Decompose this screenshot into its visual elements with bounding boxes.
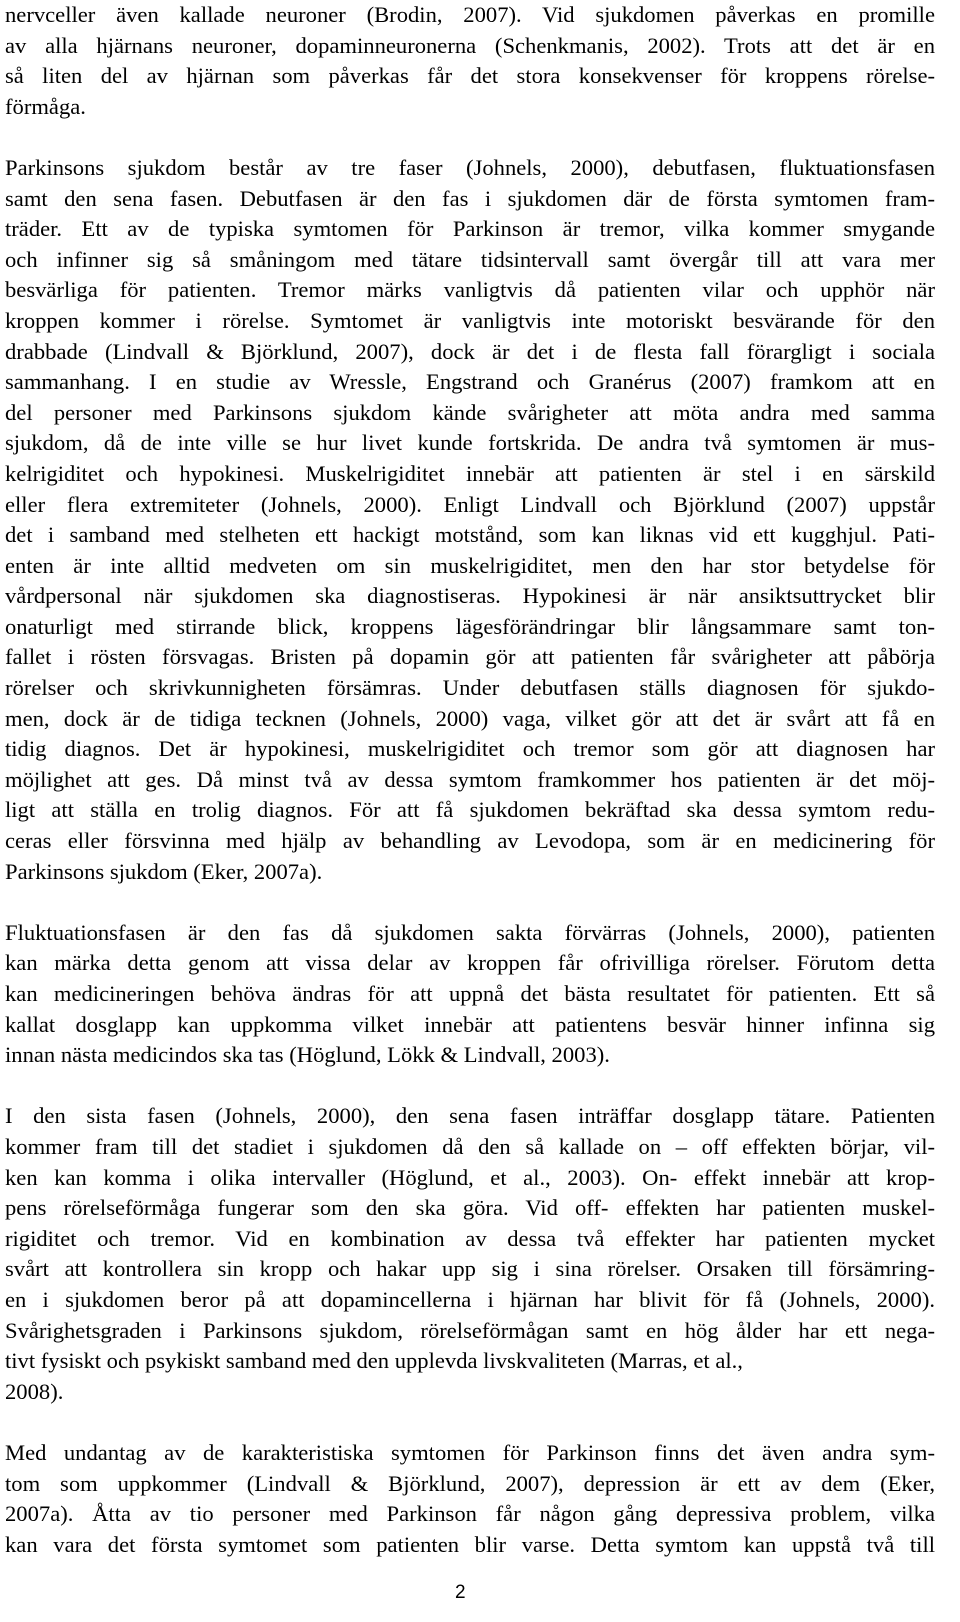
text-line: sammanhang. I en studie av Wressle, Engstrand och Granérus (2007) framkom att en (5, 369, 935, 395)
text-line: eller flera extremiteter (Johnels, 2000). Enligt Lindvall och Björklund (2007) uppstår (5, 491, 935, 517)
text-line: tidig diagnos. Det är hypokinesi, muskelrigiditet och tremor som gör att diagnosen har (5, 736, 935, 762)
text-line: kan vara det första symtomet som patienten blir varse. Detta symtom kan uppstå två till (5, 1531, 935, 1557)
text-line: besvärliga för patienten. Tremor märks vanligtvis då patienten vilar och upphör när (5, 277, 935, 303)
text-line: möjlighet att ges. Då minst två av dessa symtom framkommer hos patienten är det möj- (5, 766, 935, 792)
text-line: tom som uppkommer (Lindvall & Björklund, 2007), depression är ett av dem (Eker, (5, 1470, 935, 1496)
text-line: men, dock är de tidiga tecknen (Johnels, 2000) vaga, vilket gör att det är svårt att få en (5, 705, 935, 731)
text-line: del personer med Parkinsons sjukdom kände svårigheter att möta andra med samma (5, 399, 935, 425)
body-text (5, 0, 935, 1560)
text-line: kelrigiditet och hypokinesi. Muskelrigiditet innebär att patienten är stel i en särskild (5, 460, 935, 486)
paragraph-3 (5, 918, 935, 1071)
text-line: tivt fysiskt och psykiskt samband med den upplevda livskvaliteten (Marras, et al., (5, 1348, 743, 1374)
text-line: träder. Ett av de typiska symtomen för Parkinson är tremor, vilka kommer smygande (5, 216, 935, 242)
text-line: det i samband med stelheten ett hackigt motstånd, som kan liknas vid ett kugghjul. Pati- (5, 522, 935, 548)
text-line: en i sjukdomen beror på att dopamincellerna i hjärnan har blivit för få (Johnels, 2000). (5, 1286, 935, 1312)
text-line: så liten del av hjärnan som påverkas får det stora konsekvenser för kroppens rörelse- (5, 63, 935, 89)
text-line: samt den sena fasen. Debutfasen är den fas i sjukdomen där de första symtomen fram- (5, 185, 935, 211)
text-line: enten är inte alltid medveten om sin muskelrigiditet, men den har stor betydelse för (5, 552, 935, 578)
text-line: svårt att kontrollera sin kropp och hakar upp sig i sina rörelser. Orsaken till försämring- (5, 1256, 935, 1282)
text-line: ken kan komma i olika intervaller (Höglund, et al., 2003). On- effekt innebär att krop- (5, 1164, 935, 1190)
text-line: nervceller även kallade neuroner (Brodin, 2007). Vid sjukdomen påverkas en promille (5, 2, 935, 27)
text-line: kroppen kommer i rörelse. Symtomet är vanligtvis inte motoriskt besvärande för den (5, 307, 935, 333)
text-line: I den sista fasen (Johnels, 2000), den sena fasen inträffar dosglapp tätare. Patienten (5, 1103, 935, 1129)
text-line: 2008). (5, 1378, 64, 1404)
text-line: 2007a). Åtta av tio personer med Parkinson får någon gång depressiva problem, vilka (5, 1501, 935, 1527)
text-line: kan märka detta genom att vissa delar av kroppen får ofrivilliga rörelser. Förutom detta (5, 950, 935, 976)
text-line: pens rörelseförmåga fungerar som den ska göra. Vid off- effekten har patienten muskel- (5, 1195, 935, 1221)
text-line: drabbade (Lindvall & Björklund, 2007), dock är det i de flesta fall förargligt i sociala (5, 338, 935, 364)
text-line: innan nästa medicindos ska tas (Höglund, Lökk & Lindvall, 2003). (5, 1042, 610, 1068)
paragraph-4 (5, 1101, 935, 1407)
text-line: onaturligt med stirrande blick, kroppens lägesförändringar blir långsammare samt ton- (5, 613, 935, 639)
text-line: kallat dosglapp kan uppkomma vilket innebär att patientens besvär hinner infinna sig (5, 1011, 935, 1037)
text-line: fallet i rösten försvagas. Bristen på dopamin gör att patienten får svårigheter att påbörja (5, 644, 935, 670)
text-line: rörelser och skrivkunnigheten försämras. Under debutfasen ställs diagnosen för sjukdo- (5, 675, 935, 701)
text-line: kommer fram till det stadiet i sjukdomen då den så kallade on – off effekten börjar, vil- (5, 1133, 935, 1159)
text-line: vårdpersonal när sjukdomen ska diagnostiseras. Hypokinesi är när ansiktsuttrycket blir (5, 583, 935, 609)
text-line: rigiditet och tremor. Vid en kombination av dessa två effekter har patienten mycket (5, 1225, 935, 1251)
text-line: Fluktuationsfasen är den fas då sjukdomen sakta förvärras (Johnels, 2000), patienten (5, 919, 935, 945)
text-line: kan medicineringen behöva ändras för att uppnå det bästa resultatet för patienten. Ett så (5, 981, 935, 1006)
paragraph-1 (5, 0, 935, 122)
page-number: 2 (455, 1582, 466, 1603)
text-line: av alla hjärnans neuroner, dopaminneuronerna (Schenkmanis, 2002). Trots att det är en (5, 32, 935, 58)
text-line: Parkinsons sjukdom består av tre faser (Johnels, 2000), debutfasen, fluktuationsfasen (5, 154, 935, 180)
text-line: Med undantag av de karakteristiska symtomen för Parkinson finns det även andra sym- (5, 1439, 935, 1465)
paragraph-2 (5, 153, 935, 887)
text-line: och infinner sig så småningom med tätare tidsintervall samt övergår till att vara mer (5, 246, 935, 272)
text-line: ligt att ställa en trolig diagnos. För att få sjukdomen bekräftad ska dessa symtom redu- (5, 797, 935, 823)
text-line: Svårighetsgraden i Parkinsons sjukdom, rörelseförmågan samt en hög ålder har ett nega- (5, 1317, 935, 1343)
paragraph-5 (5, 1438, 935, 1560)
text-line: förmåga. (5, 93, 86, 119)
text-line: Parkinsons sjukdom (Eker, 2007a). (5, 858, 323, 884)
text-line: ceras eller försvinna med hjälp av behandling av Levodopa, som är en medicinering för (5, 828, 935, 854)
text-line: sjukdom, då de inte ville se hur livet kunde fortskrida. De andra två symtomen är mus- (5, 430, 935, 456)
